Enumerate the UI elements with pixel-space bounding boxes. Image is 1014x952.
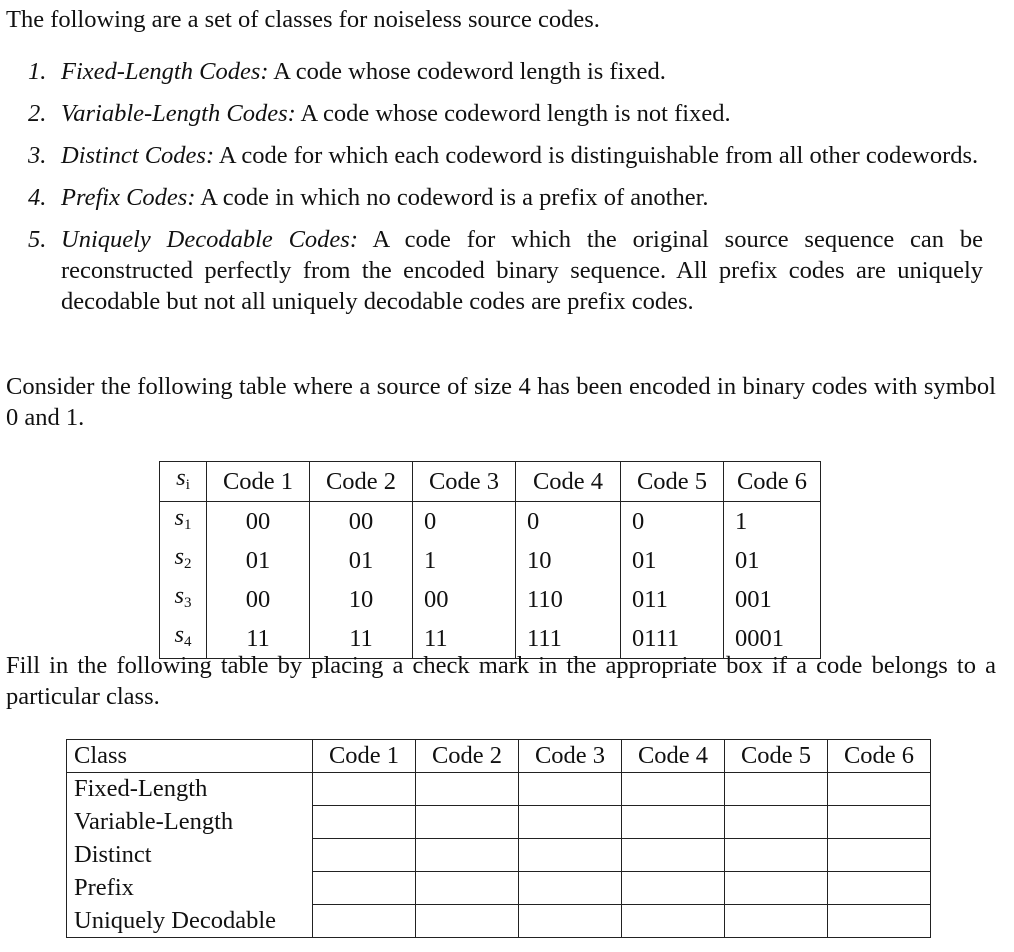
symbol-cell <box>160 580 207 619</box>
checkbox-cell[interactable] <box>622 773 725 806</box>
checkbox-cell[interactable] <box>313 773 416 806</box>
list-number: 5. <box>28 226 47 253</box>
checkbox-cell[interactable] <box>313 806 416 839</box>
checkbox-cell[interactable] <box>622 872 725 905</box>
code-column-header: Code 2 <box>416 740 519 773</box>
codeword-cell: 00 <box>207 502 310 542</box>
class-description: A code for which the original source sequence can be reconstructed perfectly from the encoded binary sequence. All prefix codes are uniquely decodable but not all uniquely decodable codes are prefix codes. <box>61 226 983 315</box>
symbol-label: $s_4$ <box>174 621 192 650</box>
checkbox-cell[interactable] <box>622 806 725 839</box>
checkbox-cell[interactable] <box>519 905 622 938</box>
list-item <box>28 140 983 171</box>
checkbox-cell[interactable] <box>725 839 828 872</box>
checkbox-cell[interactable] <box>828 905 931 938</box>
consider-text: Consider the following table where a source of size 4 has been encoded in binary codes with symbol 0 and 1. <box>6 373 996 431</box>
checkbox-cell[interactable] <box>313 905 416 938</box>
codeword-cell: 11 <box>310 619 413 659</box>
codeword-cell: 01 <box>310 541 413 580</box>
checkbox-cell[interactable] <box>519 806 622 839</box>
symbol-cell <box>160 541 207 580</box>
class-term: Fixed-Length Codes: <box>61 58 269 85</box>
class-term: Distinct Codes: <box>61 142 215 169</box>
checkbox-cell[interactable] <box>416 839 519 872</box>
code-classes-list <box>28 56 983 328</box>
class-name-cell: Prefix <box>67 872 313 905</box>
fill-instructions: Fill in the following table by placing a check mark in the appropriate box if a code belongs to a particular class. <box>6 652 996 710</box>
checkbox-cell[interactable] <box>725 872 828 905</box>
checkbox-cell[interactable] <box>828 872 931 905</box>
symbol-label: $s_1$ <box>174 504 192 533</box>
code-header: Code 4 <box>516 462 621 502</box>
class-description: A code for which each codeword is distinguishable from all other codewords. <box>214 142 979 169</box>
codeword-cell: 110 <box>516 580 621 619</box>
table-row <box>67 905 931 938</box>
list-item <box>28 182 983 213</box>
checkbox-cell[interactable] <box>622 905 725 938</box>
checkbox-cell[interactable] <box>519 773 622 806</box>
table-row <box>160 541 821 580</box>
table-row <box>160 580 821 619</box>
table-row <box>67 773 931 806</box>
code-column-header: Code 4 <box>622 740 725 773</box>
codeword-cell: 10 <box>310 580 413 619</box>
list-item <box>28 98 983 129</box>
list-number: 2. <box>28 100 47 127</box>
checkbox-cell[interactable] <box>416 806 519 839</box>
symbol-cell <box>160 502 207 542</box>
codeword-cell: 00 <box>413 580 516 619</box>
class-description: A code in which no codeword is a prefix of another. <box>195 184 709 211</box>
symbol-label: $s_3$ <box>174 582 192 611</box>
codeword-cell: 1 <box>413 541 516 580</box>
class-name-cell: Distinct <box>67 839 313 872</box>
checkbox-cell[interactable] <box>313 839 416 872</box>
class-term: Uniquely Decodable Codes: <box>61 226 359 253</box>
checkbox-cell[interactable] <box>622 839 725 872</box>
codeword-cell: 01 <box>621 541 724 580</box>
code-column-header: Code 1 <box>313 740 416 773</box>
checkbox-cell[interactable] <box>828 806 931 839</box>
checkbox-cell[interactable] <box>828 839 931 872</box>
codeword-cell: 0 <box>621 502 724 542</box>
codeword-cell: 01 <box>207 541 310 580</box>
table-row <box>160 502 821 542</box>
codeword-cell: 10 <box>516 541 621 580</box>
class-term: Prefix Codes: <box>61 184 196 211</box>
codeword-cell: 0 <box>516 502 621 542</box>
codeword-cell: 0001 <box>724 619 821 659</box>
codeword-cell: 1 <box>724 502 821 542</box>
codeword-cell: 0111 <box>621 619 724 659</box>
class-name-cell: Uniquely Decodable <box>67 905 313 938</box>
class-name-cell: Fixed-Length <box>67 773 313 806</box>
intro-text: The following are a set of classes for noiseless source codes. <box>6 6 600 33</box>
codeword-cell: 01 <box>724 541 821 580</box>
checkbox-cell[interactable] <box>416 905 519 938</box>
list-number: 1. <box>28 58 47 85</box>
code-column-header: Code 5 <box>725 740 828 773</box>
code-header: Code 6 <box>724 462 821 502</box>
symbol-label: $s_2$ <box>174 543 192 572</box>
table-row <box>67 806 931 839</box>
checkbox-cell[interactable] <box>725 905 828 938</box>
table-row <box>67 872 931 905</box>
list-number: 3. <box>28 142 47 169</box>
code-column-header: Code 3 <box>519 740 622 773</box>
checkbox-cell[interactable] <box>313 872 416 905</box>
code-header: Code 3 <box>413 462 516 502</box>
codeword-cell: 11 <box>207 619 310 659</box>
checkbox-cell[interactable] <box>725 806 828 839</box>
codeword-cell: 111 <box>516 619 621 659</box>
class-term: Variable-Length Codes: <box>61 100 296 127</box>
class-table <box>66 739 931 938</box>
checkbox-cell[interactable] <box>416 773 519 806</box>
class-description: A code whose codeword length is fixed. <box>268 58 666 85</box>
code-header: Code 5 <box>621 462 724 502</box>
symbol-header-label: $s_i$ <box>176 464 190 493</box>
code-table <box>159 461 821 659</box>
checkbox-cell[interactable] <box>416 872 519 905</box>
codeword-cell: 001 <box>724 580 821 619</box>
symbol-header <box>160 462 207 502</box>
codeword-cell: 011 <box>621 580 724 619</box>
codeword-cell: 00 <box>310 502 413 542</box>
list-item <box>28 56 983 87</box>
code-header: Code 2 <box>310 462 413 502</box>
class-name-cell: Variable-Length <box>67 806 313 839</box>
class-description: A code whose codeword length is not fixed. <box>295 100 731 127</box>
list-item <box>28 224 983 317</box>
codeword-cell: 00 <box>207 580 310 619</box>
code-column-header: Code 6 <box>828 740 931 773</box>
list-number: 4. <box>28 184 47 211</box>
code-header: Code 1 <box>207 462 310 502</box>
codeword-cell: 11 <box>413 619 516 659</box>
table-row <box>67 839 931 872</box>
checkbox-cell[interactable] <box>519 872 622 905</box>
checkbox-cell[interactable] <box>725 773 828 806</box>
codeword-cell: 0 <box>413 502 516 542</box>
class-column-header: Class <box>67 740 313 773</box>
checkbox-cell[interactable] <box>519 839 622 872</box>
checkbox-cell[interactable] <box>828 773 931 806</box>
